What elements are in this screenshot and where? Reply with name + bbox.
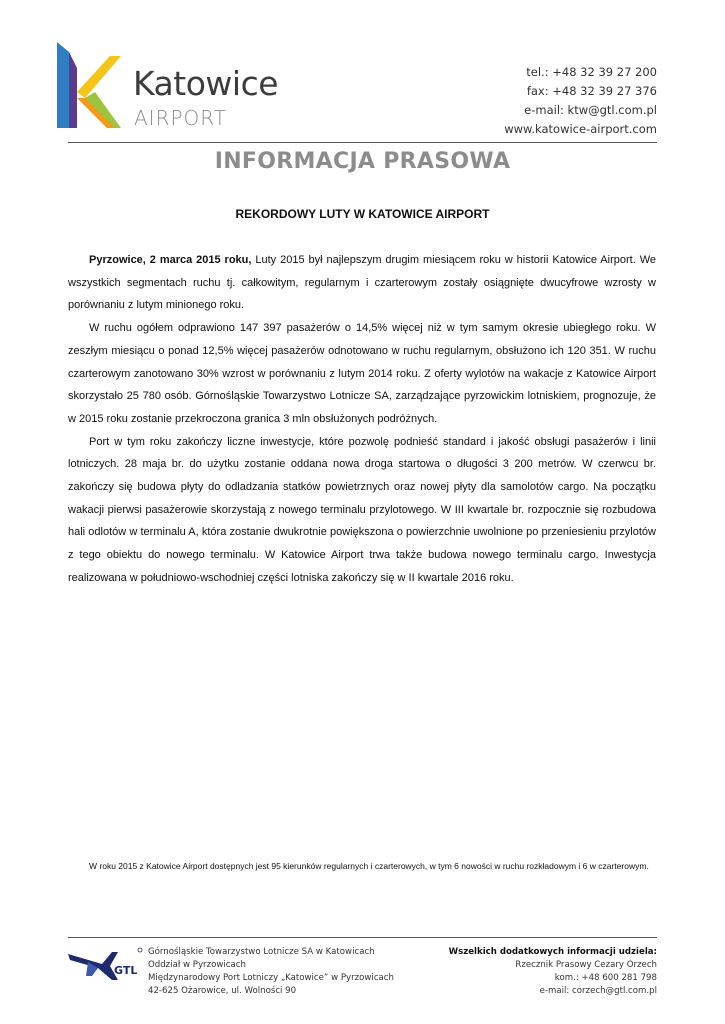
- logo-wordmark: Katowice: [133, 64, 279, 103]
- paragraph-1: [68, 249, 656, 317]
- logo-subtitle: AIRPORT: [134, 106, 227, 130]
- spokesperson-contact: [449, 946, 657, 998]
- company-line-4: 42-625 Ożarowice, ul. Wolności 90: [148, 986, 297, 996]
- company-line-2: Oddział w Pyrzowicach: [148, 960, 246, 970]
- k-mark-icon: [55, 40, 127, 132]
- dateline: Pyrzowice, 2 marca 2015 roku,: [89, 254, 252, 266]
- contact-block: [504, 63, 657, 139]
- spokesperson-email[interactable]: e-mail: corzech@gtl.com.pl: [539, 986, 657, 996]
- footer-divider: [68, 937, 657, 938]
- spokesperson-name: Rzecznik Prasowy Cezary Orzech: [515, 960, 657, 970]
- press-release-headline: REKORDOWY LUTY W KATOWICE AIRPORT: [235, 207, 490, 221]
- footnote: W roku 2015 z Katowice Airport dostępnych jest 95 kierunków regularnych i czarterowych, w tym 6 nowości w ruchu rozkładowym i 6 w czarterowym.: [89, 861, 649, 871]
- contact-tel: tel.: +48 32 39 27 200: [526, 65, 657, 79]
- spokesperson-heading: Wszelkich dodatkowych informacji udziela:: [448, 947, 657, 957]
- section-title: INFORMACJA PRASOWA: [214, 149, 511, 174]
- katowice-airport-logo: [55, 40, 295, 132]
- contact-website[interactable]: www.katowice-airport.com: [504, 122, 657, 136]
- gtl-plane-icon: [68, 946, 144, 986]
- press-release-body: [68, 249, 656, 590]
- company-line-1: Górnośląskie Towarzystwo Lotnicze SA w Katowicach: [148, 947, 375, 957]
- spokesperson-phone: kom.: +48 600 281 798: [554, 973, 657, 983]
- paragraph-3: Port w tym roku zakończy liczne inwestycje, które pozwolę podnieść standard i jakość obsługi pasażerów i linii lotniczych. 28 maja br. do użytku zostanie oddana nowa droga startowa o długości 3 200 metrów. W czerwcu br. zakończy się budowa płyty do odladzania statków powietrznych oraz nowej płyty dla samolotów cargo. Na początku wakacji pierwsi pasażerowie skorzystają z nowego terminalu przylotowego. W III kwartale br. rozpocznie się rozbudowa hali odlotów w terminalu A, która zostanie dwukrotnie powiększona o powierzchnie uwolnione po przeniesieniu przylotów z tego obiektu do nowego terminalu. W Katowice Airport trwa także budowa nowego terminalu cargo. Inwestycja realizowana w południowo-wschodniej części lotniska zakończy się w II kwartale 2016 roku.: [68, 435, 656, 584]
- company-line-3: Międzynarodowy Port Lotniczy „Katowice” w Pyrzowicach: [148, 973, 394, 983]
- contact-email[interactable]: e-mail: ktw@gtl.com.pl: [524, 103, 657, 117]
- paragraph-1-text: Luty 2015 był najlepszym drugim miesiącem roku w historii Katowice Airport. We wszystkich segmentach ruchu tj. całkowitym, regularnym i czarterowym zostały osiągnięte dwucyfrowe wzrosty w porównaniu z lutym minionego roku.: [68, 254, 656, 312]
- header-divider: [68, 142, 657, 143]
- gtl-label: GTL: [114, 964, 138, 977]
- paragraph-2: W ruchu ogółem odprawiono 147 397 pasażerów o 14,5% więcej niż w tym samym okresie ubiegłego roku. W zeszłym miesiącu o ponad 12,5% więcej pasażerów odnotowano w ruchu regularnym, obsłużono ich 120 351. W ruchu czarterowym zanotowano 30% wzrost w porównaniu z lutym 2014 roku. Z oferty wylotów na wakacje z Katowice Airport skorzystało 25 780 osób. Górnośląskie Towarzystwo Lotnicze SA, zarządzające pyrzowickim lotniskiem, prognozuje, że w 2015 roku zostanie przekroczona granica 3 mln obsłużonych podróżnych.: [68, 322, 656, 425]
- gtl-logo: [68, 946, 144, 986]
- company-address: [148, 946, 394, 998]
- contact-fax: fax: +48 32 39 27 376: [526, 84, 657, 98]
